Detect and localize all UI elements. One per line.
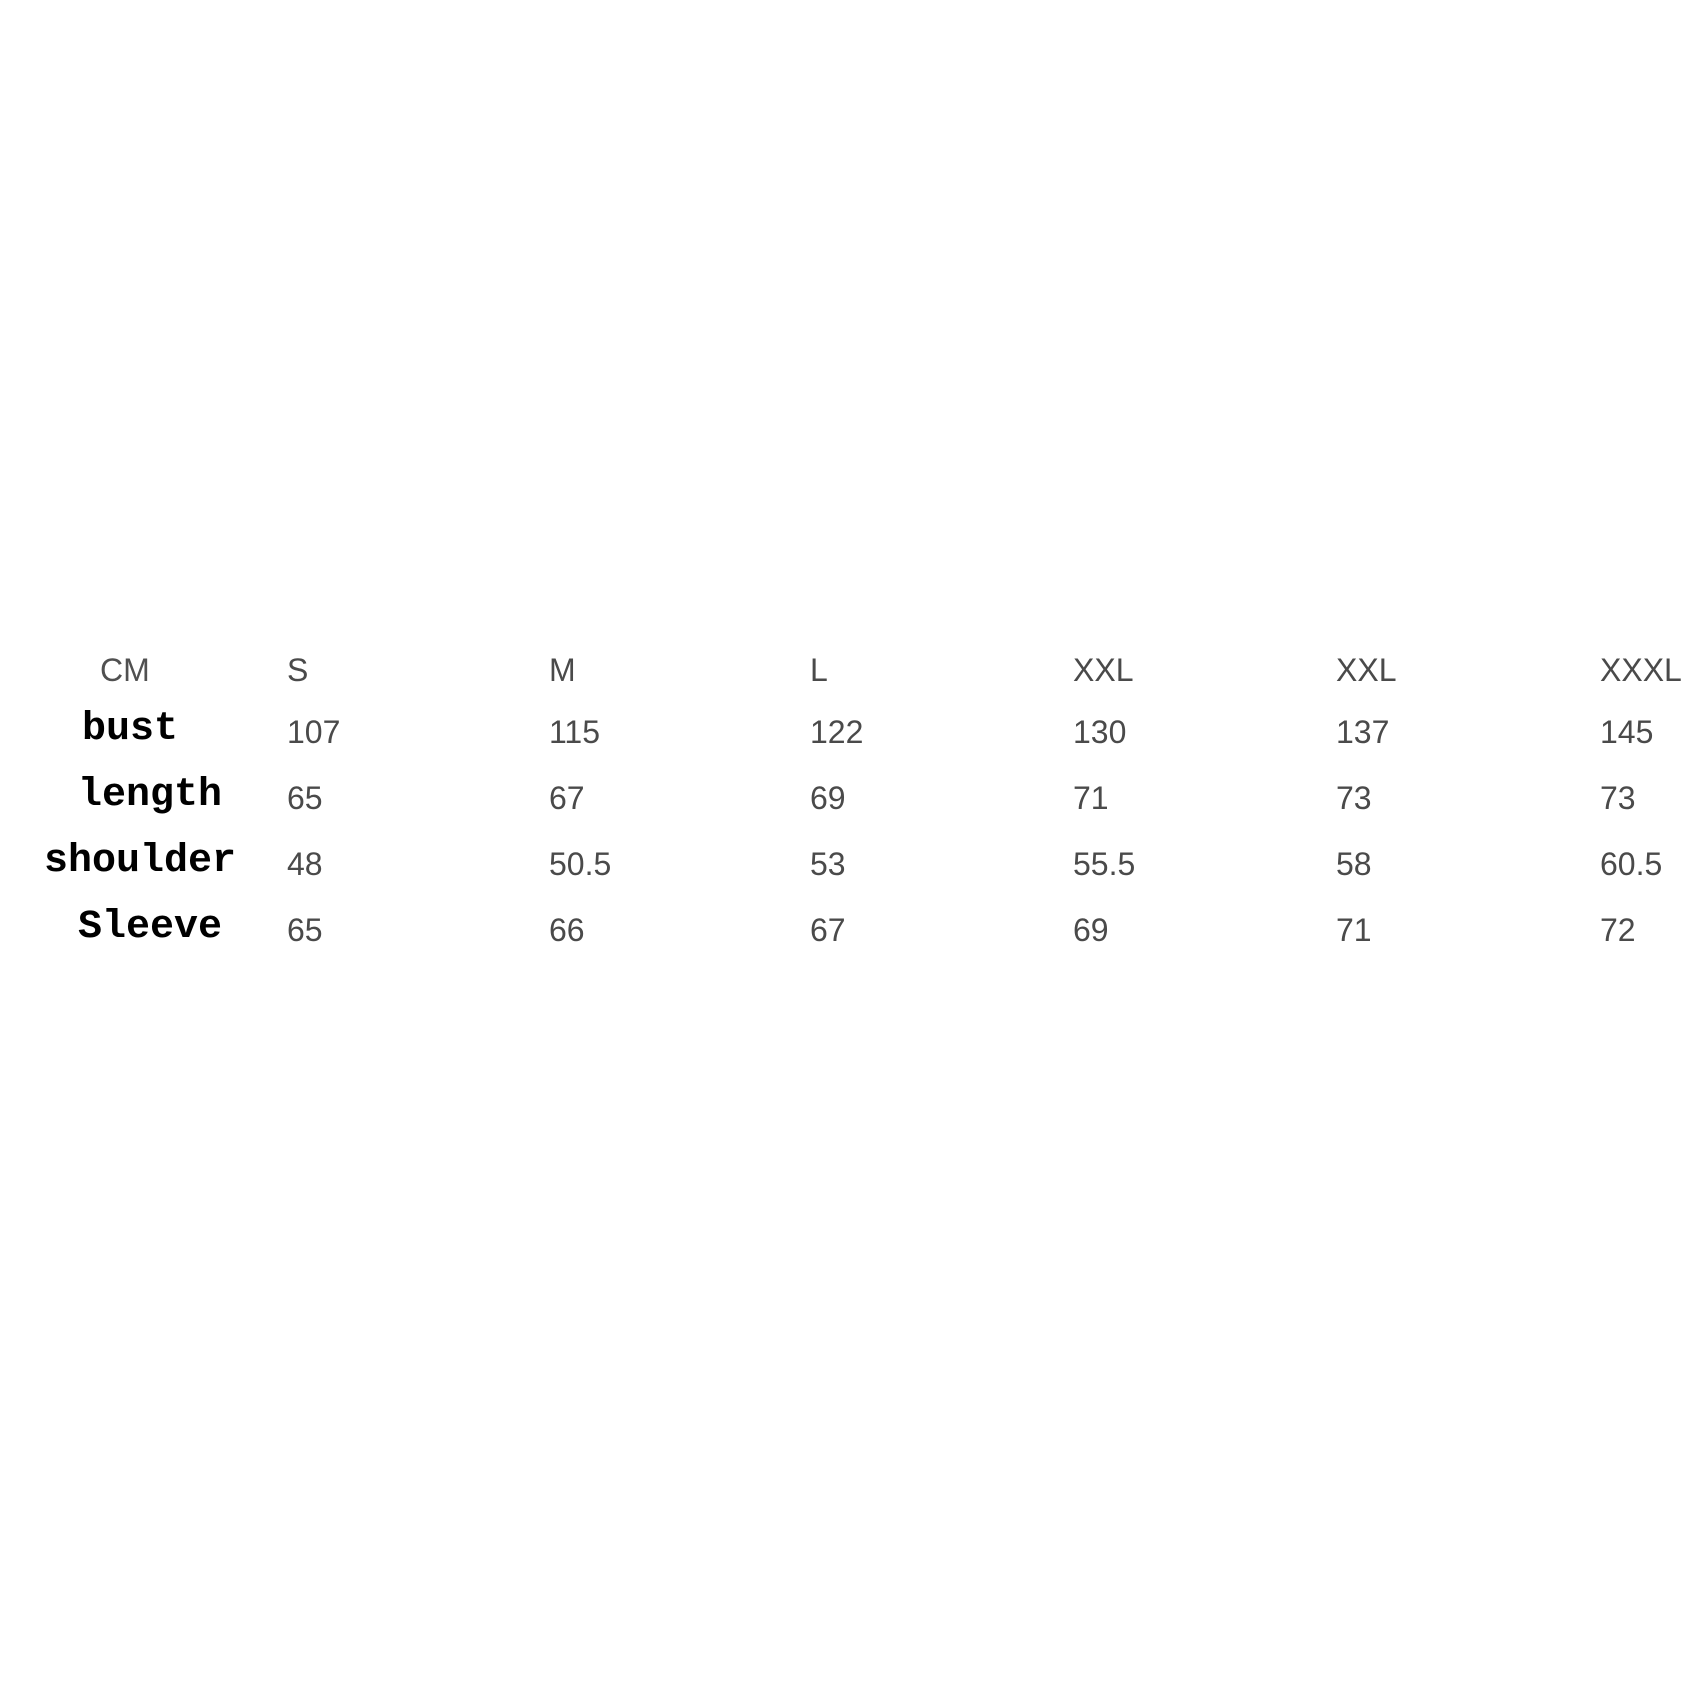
row-label-sleeve: Sleeve xyxy=(78,905,223,950)
table-cell: 145 xyxy=(1600,714,1654,750)
table-cell: 137 xyxy=(1336,714,1390,750)
table-row xyxy=(0,834,1700,894)
table-cell: 50.5 xyxy=(549,846,612,882)
table-cell: 65 xyxy=(287,912,323,948)
table-row xyxy=(0,900,1700,960)
size-header: S xyxy=(287,652,309,688)
table-cell: 67 xyxy=(810,912,846,948)
size-header: XXL xyxy=(1336,652,1397,688)
table-row xyxy=(0,768,1700,828)
table-cell: 71 xyxy=(1336,912,1372,948)
table-cell: 55.5 xyxy=(1073,846,1136,882)
header-row xyxy=(0,640,1700,700)
table-cell: 48 xyxy=(287,846,323,882)
table-cell: 69 xyxy=(1073,912,1109,948)
row-label-length: length xyxy=(78,773,223,818)
table-cell: 107 xyxy=(287,714,341,750)
table-cell: 65 xyxy=(287,780,323,816)
table-cell: 72 xyxy=(1600,912,1636,948)
row-label-bust: bust xyxy=(82,707,179,752)
table-cell: 60.5 xyxy=(1600,846,1663,882)
table-cell: 67 xyxy=(549,780,585,816)
row-label-shoulder: shoulder xyxy=(44,839,237,884)
size-header: XXXL xyxy=(1600,652,1682,688)
table-cell: 69 xyxy=(810,780,846,816)
table-cell: 58 xyxy=(1336,846,1372,882)
table-cell: 122 xyxy=(810,714,864,750)
unit-label: CM xyxy=(100,652,150,688)
size-header: XXL xyxy=(1073,652,1134,688)
table-cell: 53 xyxy=(810,846,846,882)
table-cell: 66 xyxy=(549,912,585,948)
table-row xyxy=(0,702,1700,762)
table-cell: 73 xyxy=(1336,780,1372,816)
table-cell: 71 xyxy=(1073,780,1109,816)
size-header: M xyxy=(549,652,576,688)
table-cell: 115 xyxy=(549,714,601,750)
table-cell: 73 xyxy=(1600,780,1636,816)
table-cell: 130 xyxy=(1073,714,1127,750)
size-header: L xyxy=(810,652,828,688)
